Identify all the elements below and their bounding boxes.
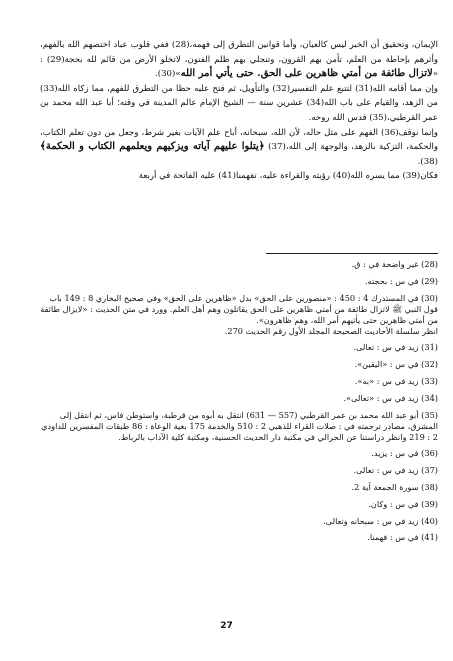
footnote-text: (28) غير واضحة في : ق.	[351, 259, 438, 269]
paragraph-1-end: »(30).	[155, 69, 181, 80]
page-number: 27	[220, 621, 233, 631]
footnote-text: (41) في س : فهمنا.	[367, 532, 438, 543]
footnote-divider	[266, 253, 438, 254]
footnotes	[40, 259, 438, 549]
paragraph-2: وإن مما أقامه الله(31) لتتبع علم التفسير(32) والتأويل، ثم فتح عليه حظا من التطرق للفهم، مما زكاه الله(33) من الزهد، والقيام على باب الله(34) عشرين سنة — الشيخ الإمام عالم المدينة في وقته؛ أبا عبد الله محمد بن عمر القرطبي،(35) قدس الله روحه.	[40, 83, 438, 123]
quran-verse: ﴿يتلوا عليهم آياته ويزكيهم ويعلمهم الكتاب و الحكمة﴾	[40, 141, 265, 153]
footnote-text: (35) أبو عبد الله محمد بن عمر القرطبي (557 — 631) انتقل به أبوه من قرطبة، واستوطن فاس، ثم انتقل إلى المشرق، مصادر ترجمته في : صلات القراء للذهبي 2 : 510 والخدمة 175 بغية الوعاة : 86 طبقات المفسرين للداودي 2 : 219 وانظر دراستنا عن الحرالي في مكتبة دار الحديث الحسنية، ومكتبة كلية الآداب بالرباط.	[41, 409, 438, 442]
footnote	[40, 259, 438, 270]
footnote	[40, 393, 438, 404]
footnote	[40, 448, 438, 459]
paragraph-4: فكان(39) مما يسره الله(40) رؤيته والقراءة عليه، تفهمنا(41) عليه الفاتحة في أربعة	[138, 171, 438, 182]
footnote-text: (29) في س : بحجته.	[364, 275, 438, 286]
footnote	[40, 410, 438, 443]
paragraph-1	[40, 38, 438, 82]
footnote	[40, 376, 438, 387]
footnote	[40, 342, 438, 353]
footnote-text: (30) في المستدرك 4 : 450 : «منصورين على الحق» بدل «ظاهرين على الحق» وفي صحيح البخاري 8 : 149 باب قول النبي ﷺ لاتزال طائفة من أمتي ظاهرين على الحق يقاتلون وهم أهل العلم. وورد في متن الحديث : «لايزال طائفة من أمتي ظاهرين حتى يأتيهم أمر الله، وهم ظاهرون».	[40, 292, 438, 325]
footnote-text: (37) زيد في س : تعالى.	[353, 465, 438, 476]
footnote-subtext: انظر سلسلة الأحاديث الصحيحة المجلد الأول رقم الحديث 270.	[224, 325, 438, 336]
paragraph-3	[40, 126, 438, 170]
footnote	[40, 532, 438, 543]
footnote	[40, 293, 438, 337]
footnote	[40, 465, 438, 476]
footnote	[40, 516, 438, 527]
footnote-text: (38) سورة الجمعة آية 2.	[351, 481, 438, 492]
footnote-text: (34) زيد في س : «تعالى».	[343, 392, 438, 403]
paragraph-1-text: الإيمان، وتحقيق أن الخبر ليس كالعيان، وأما قوانين التطرق إلى فهمه،(28) ففي قلوب عباد اختصهم الله بالفهم، وأثرهم بإحاطة من العلم، تأمن بهم القرون، وتنجلي بهم ظلم الفتون، لاتخلو الأرض من قائم لله بحجة(29) : «	[40, 40, 438, 80]
footnote-text: (31) زيد في س : تعالى.	[353, 342, 438, 353]
main-text	[40, 38, 438, 184]
footnote	[40, 482, 438, 493]
footnote	[40, 359, 438, 370]
footnote	[40, 276, 438, 287]
footnote-text: (32) في س : «اليقين».	[354, 359, 438, 370]
footnote	[40, 499, 438, 510]
paragraph-3-text: وإنما نوقف(36) الفهم على مثل حاله، لأن الله، سبحانه، أباح علم الآيات بغير شرط، وجعل من دون تعلم الكتاب، والحكمة، التزكية بالزهد، والوجهة إلى الله،(37)	[40, 127, 438, 153]
footnote-text: (39) في س : وكان.	[368, 498, 438, 509]
footnote-text: (36) في س : يزيد.	[371, 448, 438, 459]
footnote-text: (40) زيد في س : سبحانه وتعالى.	[323, 515, 438, 526]
footnote-text: (33) زيد في س : «به».	[354, 375, 438, 386]
hadith-quote: لاتزال طائفة من أمتي ظاهرين على الحق. حتى يأتي أمر الله	[180, 68, 433, 80]
paragraph-3-end: (38).	[417, 156, 438, 167]
